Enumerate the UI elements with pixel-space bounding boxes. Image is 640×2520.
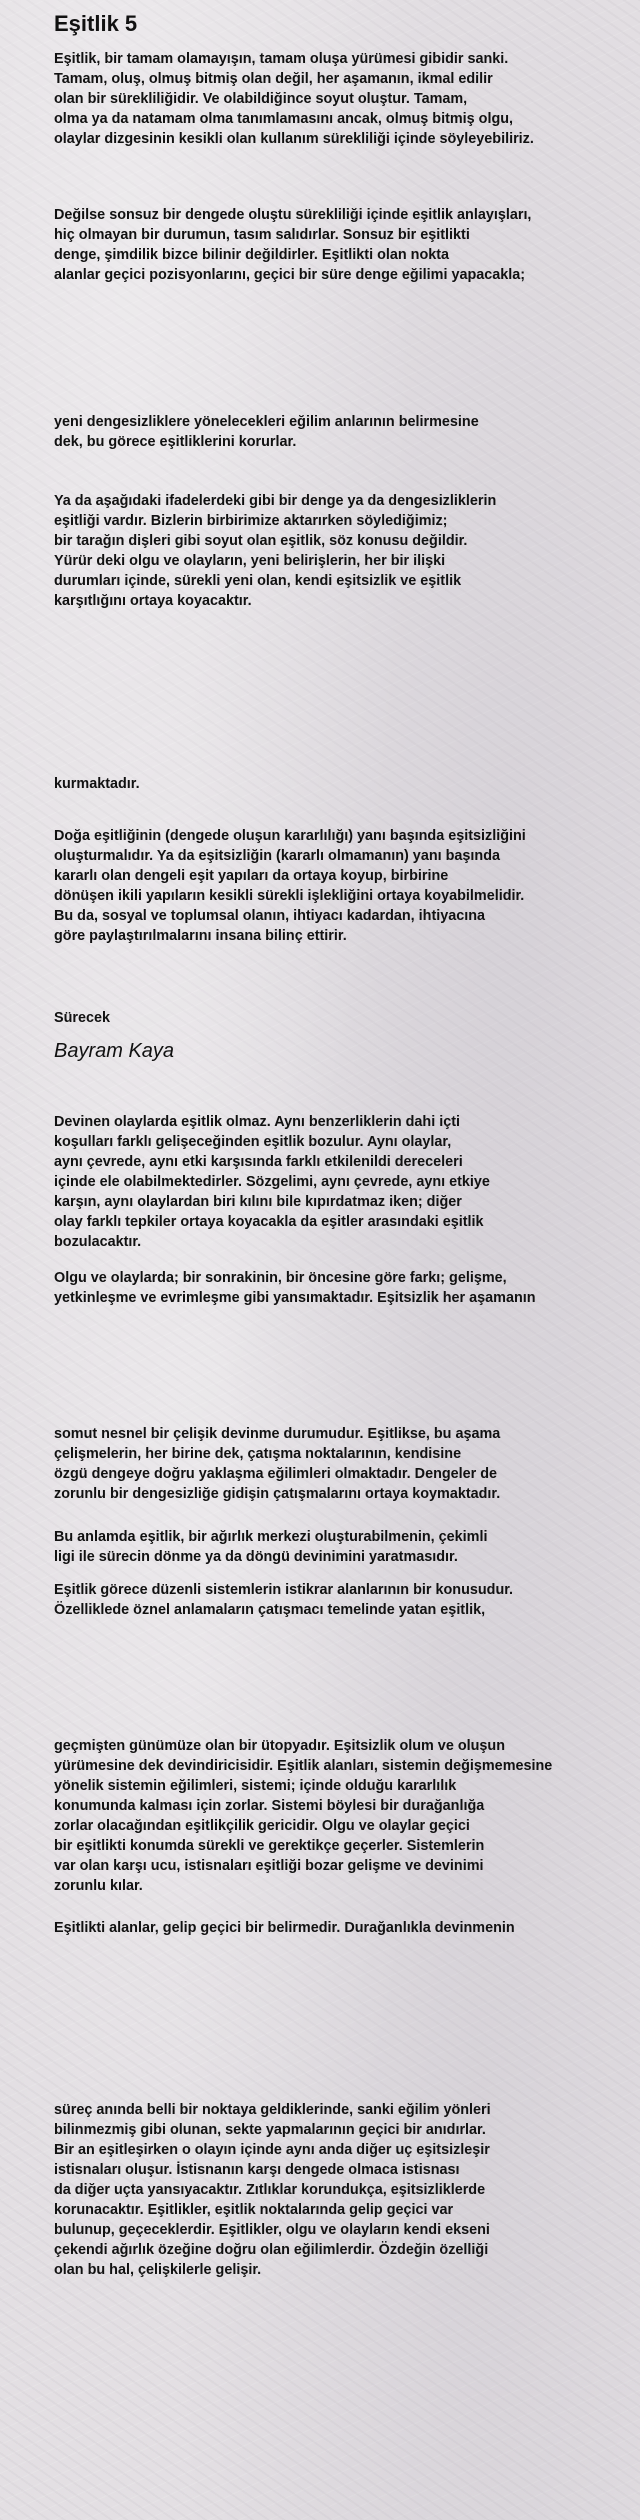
text-line: bilinmezmiş gibi olunan, sekte yapmalarının geçici bir anıdırlar. — [54, 2122, 486, 2138]
text-line: çekendi ağırlık özeğine doğru olan eğilimlerdir. Özdeğin özelliği — [54, 2242, 489, 2258]
text-line: zorunlu bir dengesizliğe gidişin çatışmalarını ortaya koymaktadır. — [54, 1486, 501, 1502]
text-line: Eşitlik görece düzenli sistemlerin istikrar alanlarının bir konusudur. — [54, 1582, 514, 1598]
text-line: Bu anlamda eşitlik, bir ağırlık merkezi oluşturabilmenin, çekimli — [54, 1529, 488, 1545]
text-line: somut nesnel bir çelişik devinme durumudur. Eşitlikse, bu aşama — [54, 1426, 501, 1442]
continues-label: Sürecek — [54, 1010, 111, 1026]
text-line: oluşturmalıdır. Ya da eşitsizliğin (kararlı olmamanın) yanı başında — [54, 848, 500, 864]
text-line: Değilse sonsuz bir dengede oluştu sürekliliği içinde eşitlik anlayışları, — [54, 207, 532, 223]
paragraph-13 — [54, 1736, 614, 1896]
text-line: yeni dengesizliklere yönelecekleri eğilim anlarının belirmesine — [54, 414, 479, 430]
article-title: Eşitlik 5 — [54, 11, 138, 36]
text-line: dek, bu görece eşitliklerini korurlar. — [54, 434, 297, 450]
text-line: ligi ile sürecin dönme ya da döngü devinimini yaratmasıdır. — [54, 1549, 458, 1565]
text-line: Tamam, oluş, olmuş bitmiş olan değil, her aşamanın, ikmal edilir — [54, 71, 493, 87]
text-line: karşıtlığını ortaya koyacaktır. — [54, 593, 252, 609]
paragraph-12 — [54, 1580, 614, 1620]
text-line: göre paylaştırılmalarını insana bilinç ettirir. — [54, 928, 347, 944]
text-line: olma ya da natamam olma tanımlamasını ancak, olmuş bitmiş olgu, — [54, 111, 514, 127]
text-line: bir eşitlikti konumda sürekli ve gerektikçe geçerler. Sistemlerin — [54, 1838, 485, 1854]
text-line: Bir an eşitleşirken o olayın içinde aynı anda diğer uç eşitsizleşir — [54, 2142, 490, 2158]
text-line: Devinen olaylarda eşitlik olmaz. Aynı benzerliklerin dahi içti — [54, 1114, 461, 1130]
text-line: bozulacaktır. — [54, 1234, 142, 1250]
text-line: içinde ele olabilmektedirler. Sözgelimi, aynı çevrede, aynı etkiye — [54, 1174, 490, 1190]
text-line: alanlar geçici pozisyonlarını, geçici bir süre denge eğilimi yapacakla; — [54, 267, 526, 283]
text-line: yetkinleşme ve evrimleşme gibi yansımaktadır. Eşitsizlik her aşamanın — [54, 1290, 536, 1306]
text-line: bulunup, geçeceklerdir. Eşitlikler, olgu ve olayların kendi ekseni — [54, 2222, 490, 2238]
text-line: yürümesine dek devindiricisidir. Eşitlik alanları, sistemin değişmemesine — [54, 1758, 553, 1774]
text-line: zorunlu kılar. — [54, 1878, 143, 1894]
text-line: Olgu ve olaylarda; bir sonrakinin, bir öncesine göre farkı; gelişme, — [54, 1270, 507, 1286]
text-line: var olan karşı ucu, istisnaları eşitliği bozar gelişme ve devinimi — [54, 1858, 484, 1874]
paragraph-9 — [54, 1268, 614, 1308]
paragraph-11 — [54, 1527, 614, 1567]
text-line: olaylar dizgesinin kesikli olan kullanım sürekliliği içinde söyleyebiliriz. — [54, 131, 534, 147]
paragraph-1 — [54, 49, 614, 149]
text-line: korunacaktır. Eşitlikler, eşitlik noktalarında gelip geçici var — [54, 2202, 454, 2218]
paragraph-2 — [54, 205, 614, 285]
text-line: Bu da, sosyal ve toplumsal olanın, ihtiyacı kadardan, ihtiyacına — [54, 908, 486, 924]
text-line: durumları içinde, sürekli yeni olan, kendi eşitsizlik ve eşitlik — [54, 573, 462, 589]
paragraph-5 — [54, 774, 614, 794]
text-line: konumunda kalması için zorlar. Sistemi böylesi bir durağanlığa — [54, 1798, 485, 1814]
text-line: özgü dengeye doğru yaklaşma eğilimleri olmaktadır. Dengeler de — [54, 1466, 498, 1482]
text-line: koşulları farklı gelişeceğinden eşitlik bozulur. Aynı olaylar, — [54, 1134, 452, 1150]
text-line: aynı çevrede, aynı etki karşısında farklı etkilenildi dereceleri — [54, 1154, 463, 1170]
text-line: çelişmelerin, her birine dek, çatışma noktalarının, kendisine — [54, 1446, 462, 1462]
text-line: süreç anında belli bir noktaya geldiklerinde, sanki eğilim yönleri — [54, 2102, 491, 2118]
text-line: geçmişten günümüze olan bir ütopyadır. Eşitsizlik olum ve oluşun — [54, 1738, 505, 1754]
text-line: olay farklı tepkiler ortaya koyacakla da eşitler arasındaki eşitlik — [54, 1214, 484, 1230]
paragraph-3 — [54, 412, 614, 452]
paragraph-4 — [54, 491, 614, 611]
text-line: eşitliği vardır. Bizlerin birbirimize aktarırken söylediğimiz; — [54, 513, 448, 529]
text-line: kararlı olan dengeli eşit yapıları da ortaya koyup, birbirine — [54, 868, 449, 884]
text-line: bir tarağın dişleri gibi soyut olan eşitlik, söz konusu değildir. — [54, 533, 468, 549]
paragraph-14 — [54, 1918, 614, 1938]
text-line: denge, şimdilik bizce bilinir değildirler. Eşitlikti olan nokta — [54, 247, 450, 263]
text-line: istisnaları oluşur. İstisnanın karşı dengede olmaca istisnası — [54, 2162, 460, 2178]
text-line: karşın, aynı olaylardan biri kılını bile kıpırdatmaz iken; diğer — [54, 1194, 462, 1210]
text-line: Özellikledе öznel anlamaların çatışmacı temelinde yatan eşitlik, — [54, 1602, 486, 1618]
paragraph-8 — [54, 1112, 614, 1252]
text-line: yönelik sistemin eğilimleri, sistemi; içinde olduğu kararlılık — [54, 1778, 457, 1794]
text-line: hiç olmayan bir durumun, tasım salıdırlar. Sonsuz bir eşitlikti — [54, 227, 470, 243]
text-line: zorlar olacağından eşitlikçilik gericidir. Olgu ve olaylar geçici — [54, 1818, 470, 1834]
paragraph-7 — [54, 1008, 614, 1028]
paragraph-10 — [54, 1424, 614, 1504]
text-line: Eşitlikti alanlar, gelip geçici bir belirmedir. Durağanlıkla devinmenin — [54, 1920, 515, 1936]
text-line: dönüşen ikili yapıların kesikli sürekli işlekliğini ortaya koyabilmelidir. — [54, 888, 525, 904]
text-line: da diğer uçta yansıyacaktır. Zıtlıklar korundukça, eşitsizliklerde — [54, 2182, 486, 2198]
author-name: Bayram Kaya — [54, 1040, 175, 1062]
paragraph-15 — [54, 2100, 614, 2280]
paragraph-6 — [54, 826, 614, 946]
text-line: Doğa eşitliğinin (dengede oluşun kararlılığı) yanı başında eşitsizliğini — [54, 828, 526, 844]
text-line: olan bir sürekliliğidir. Ve olabildiğince soyut oluştur. Tamam, — [54, 91, 468, 107]
text-line: olan bu hal, çelişkilerle gelişir. — [54, 2262, 262, 2278]
text-line: kurmaktadır. — [54, 776, 140, 792]
text-line: Yürür deki olgu ve olayların, yeni belirişlerin, her bir ilişki — [54, 553, 446, 569]
text-line: Eşitlik, bir tamam olamayışın, tamam oluşa yürümesi gibidir sanki. — [54, 51, 509, 67]
text-line: Ya da aşağıdaki ifadelerdeki gibi bir denge ya da dengesizliklerin — [54, 493, 497, 509]
